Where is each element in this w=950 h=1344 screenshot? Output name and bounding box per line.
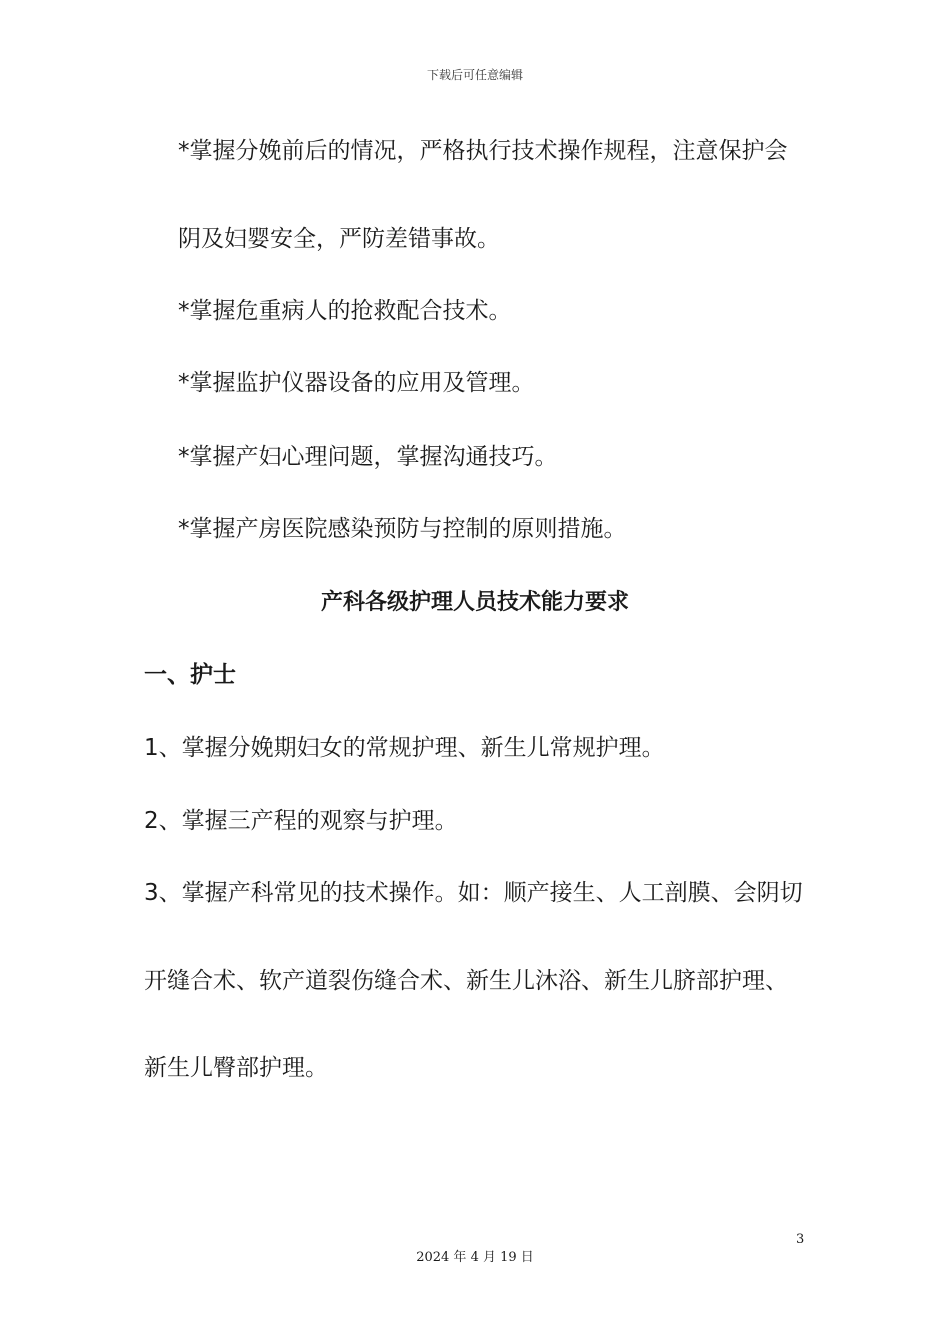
list-item-continuation: 新生儿臀部护理。 — [144, 1055, 328, 1081]
list-item: 3、掌握产科常见的技术操作。如：顺产接生、人工剖膜、会阴切 — [144, 880, 803, 906]
paragraph: *掌握产妇心理问题，掌握沟通技巧。 — [178, 444, 558, 470]
page-number: 3 — [796, 1232, 805, 1247]
list-item: 1、掌握分娩期妇女的常规护理、新生儿常规护理。 — [144, 735, 665, 761]
footer-date: 2024 年 4 月 19 日 — [416, 1250, 534, 1265]
list-item: 2、掌握三产程的观察与护理。 — [144, 808, 458, 834]
paragraph: *掌握监护仪器设备的应用及管理。 — [178, 370, 535, 396]
paragraph-line: *掌握分娩前后的情况，严格执行技术操作规程，注意保护会 — [178, 138, 788, 164]
list-item-continuation: 开缝合术、软产道裂伤缝合术、新生儿沐浴、新生儿脐部护理、 — [144, 968, 788, 994]
paragraph: *掌握产房医院感染预防与控制的原则措施。 — [178, 516, 627, 542]
page-header: 下载后可任意编辑 — [426, 68, 523, 82]
section-title: 产科各级护理人员技术能力要求 — [320, 590, 629, 615]
paragraph-line: 阴及妇婴安全，严防差错事故。 — [178, 226, 500, 252]
paragraph: *掌握危重病人的抢救配合技术。 — [178, 298, 512, 324]
section-heading: 一、护士 — [144, 662, 236, 688]
